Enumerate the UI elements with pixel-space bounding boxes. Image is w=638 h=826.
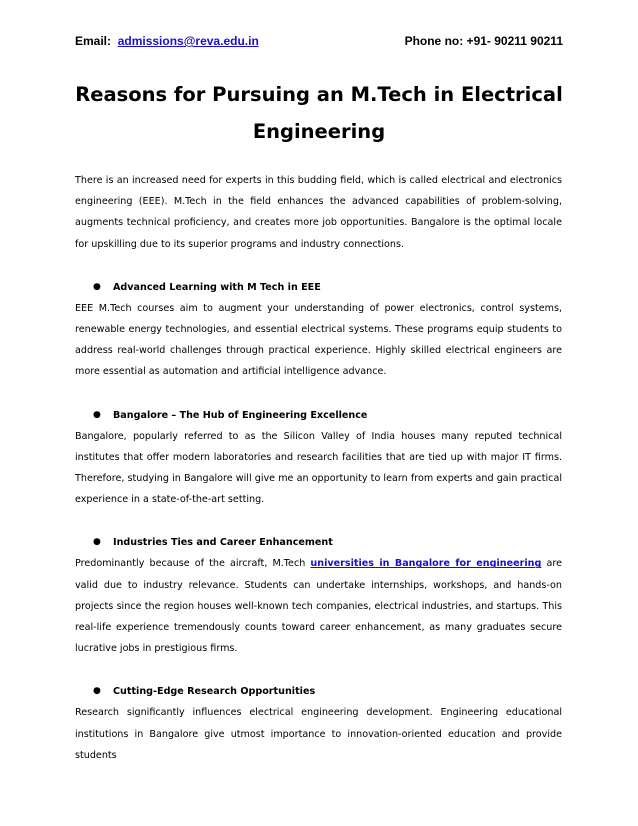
page-title [60, 76, 578, 150]
bullet-icon: ● [93, 281, 101, 292]
bullet-icon: ● [93, 537, 101, 548]
section-body [75, 553, 562, 659]
phone-number: Phone no: +91- 90211 90211 [404, 34, 563, 48]
bullet-icon: ● [93, 686, 101, 697]
email-label: Email: [75, 34, 112, 48]
title-line-1: Reasons for Pursuing an M.Tech in Electrical [75, 83, 563, 106]
section-bangalore-hub [75, 405, 562, 511]
section-heading-text: Advanced Learning with M Tech in EEE [113, 281, 321, 293]
section-industry-ties [75, 532, 562, 659]
section-body-before-link: Predominantly because of the aircraft, M.Tech [75, 558, 311, 570]
email-line [75, 34, 259, 48]
section-heading [75, 277, 562, 298]
section-heading-text: Industries Ties and Career Enhancement [113, 537, 333, 549]
intro-paragraph: There is an increased need for experts in this budding field, which is called electrical and electronics engineering (EEE). M.Tech in the field enhances the advanced capabilities of problem-solving, augments technical proficiency, and creates more job opportunities. Bangalore is the optimal locale for upskilling due to its superior programs and industry connections. [75, 175, 562, 250]
section-body-after-link: are valid due to industry relevance. Students can undertake internships, workshops, and hands-on projects since the region houses well-known tech companies, electrical industries, and startups. This real-life experience tremendously counts toward career enhancement, as many graduates secure lucrative jobs in prestigious firms. [75, 558, 562, 655]
title-line-2: Engineering [252, 120, 386, 143]
section-heading-text: Cutting-Edge Research Opportunities [113, 686, 316, 698]
section-body: Bangalore, popularly referred to as the Silicon Valley of India houses many reputed technical institutes that offer modern laboratories and research facilities that are tied up with major IT firms. Therefore, studying in Bangalore will give me an opportunity to learn from experts and gain practical experience in a state-of-the-art setting. [75, 430, 562, 506]
document-body [75, 170, 562, 766]
section-heading [75, 532, 562, 553]
section-research [75, 681, 562, 766]
bullet-icon: ● [93, 409, 101, 420]
page-header [75, 34, 563, 48]
section-body: Research significantly influences electrical engineering development. Engineering educational institutions in Bangalore give utmost importance to innovation-oriented education and provide students [75, 707, 562, 761]
section-heading [75, 681, 562, 702]
universities-link[interactable]: universities in Bangalore for engineering [310, 558, 542, 570]
section-body: EEE M.Tech courses aim to augment your understanding of power electronics, control systems, renewable energy technologies, and essential electrical systems. These programs equip students to address real-world challenges through practical experience. Highly skilled electrical engineers are more essential as automation and artificial intelligence advance. [75, 302, 562, 378]
section-heading [75, 405, 562, 426]
section-heading-text: Bangalore – The Hub of Engineering Excellence [113, 409, 368, 421]
section-advanced-learning [75, 277, 562, 383]
email-link[interactable]: admissions@reva.edu.in [117, 34, 259, 48]
